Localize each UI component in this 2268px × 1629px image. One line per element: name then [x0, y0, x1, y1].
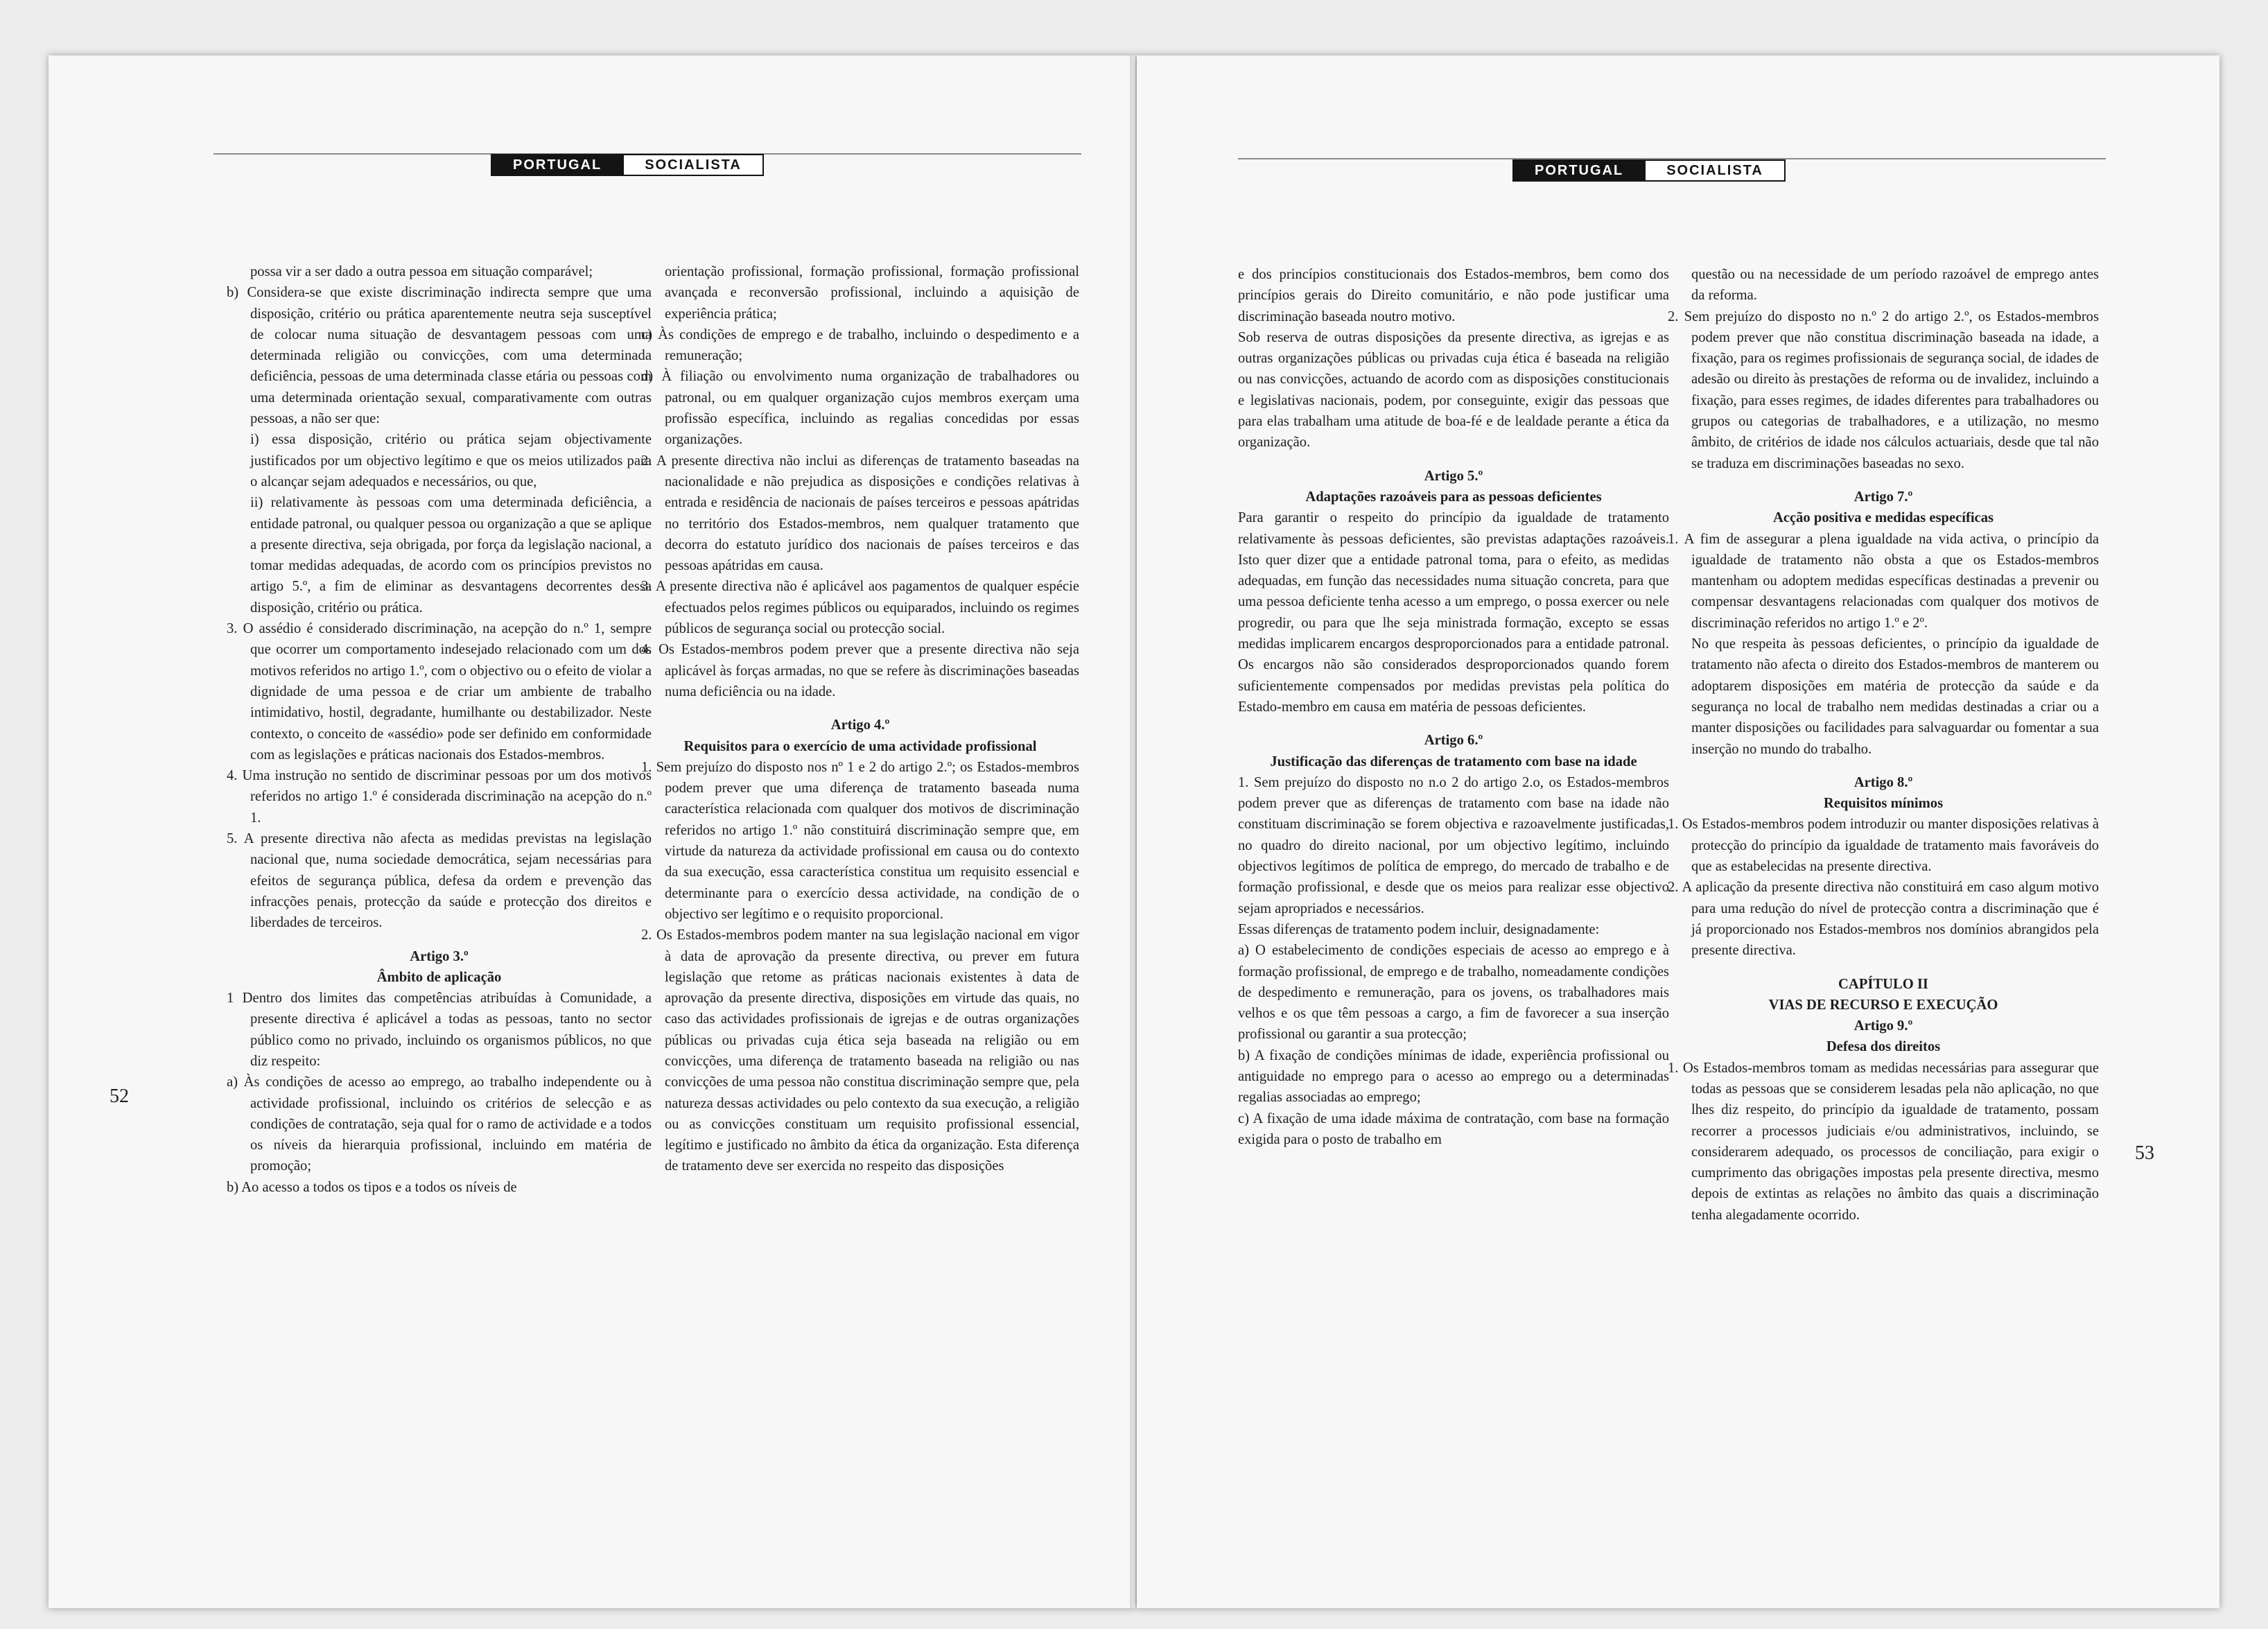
paragraph: Essas diferenças de tratamento podem incluir, designadamente:	[1238, 921, 1600, 937]
article-title: Defesa dos direitos	[1826, 1039, 1941, 1055]
article-heading: Artigo 9.º	[1853, 1018, 1913, 1034]
paragraph: a) Às condições de acesso ao emprego, ao trabalho independente ou à actividade profissional, incluindo os critérios de selecção e as condições de contratação, seja qual for o ramo de actividade e a todos os níveis da hierarquia profissional, incluindo em matéria de promoção;	[227, 1074, 652, 1174]
paragraph: c) Às condições de emprego e de trabalho, incluindo o despedimento e a remuneração;	[641, 326, 1079, 364]
masthead-socialista: SOCIALISTA	[624, 154, 764, 176]
right-column-2	[1668, 264, 2099, 1226]
paragraph: 5. A presente directiva não afecta as medidas previstas na legislação nacional que, numa sociedade democrática, sejam necessárias para efeitos de segurança pública, defesa da ordem e prevenção das infracções penais, protecção da saúde e protecção dos direitos e liberdades de terceiros.	[227, 831, 652, 931]
masthead-portugal: PORTUGAL	[491, 154, 624, 176]
masthead	[491, 154, 764, 176]
masthead-portugal: PORTUGAL	[1512, 159, 1646, 182]
masthead	[1512, 159, 1786, 182]
paragraph: 1. Sem prejuízo do disposto no n.o 2 do artigo 2.o, os Estados-membros podem prever que as diferenças de tratamento com base na idade não constituam discriminação se forem objectiva e razoavelmente justificadas, no quadro do direito nacional, por um objectivo legítimo, incluindo objectivos legítimos de política de emprego, do mercado de trabalho e de formação profissional, e desde que os meios para realizar esse objectivo sejam apropriados e necessários.	[1238, 774, 1669, 916]
paragraph: Sob reserva de outras disposições da presente directiva, as igrejas e as outras organizações públicas ou privadas cuja ética é baseada na religião ou nas convicções, actuando de acordo com as disposições constitucionais e legislativas nacionais, podem, por conseguinte, exigir das pessoas que para elas trabalham uma atitude de boa-fé e de lealdade perante a ética da organização.	[1238, 329, 1669, 451]
article-heading: Artigo 8.º	[1853, 774, 1913, 790]
paragraph: 4. Os Estados-membros podem prever que a presente directiva não seja aplicável às forças armadas, no que se refere às discriminações baseadas numa deficiência ou na idade.	[641, 642, 1079, 699]
left-column-2	[641, 261, 1079, 1177]
paragraph: 1. Sem prejuízo do disposto nos nº 1 e 2 do artigo 2.º; os Estados-membros podem prever que uma diferença de tratamento baseada numa característica relacionada com qualquer dos motivos de discriminação referidos no artigo 1.º não constituirá discriminação sempre que, em virtude da natureza da actividade profissional em causa ou do contexto da sua execução, essa característica constitua um requisito essencial e determinante para o exercício dessa actividade, na condição de o objectivo ser legítimo e o requisito proporcional.	[641, 759, 1079, 922]
paragraph: b) A fixação de condições mínimas de idade, experiência profissional ou antiguidade no emprego para o acesso ao emprego ou a determinadas regalias associadas ao emprego;	[1238, 1047, 1669, 1106]
paragraph: d) À filiação ou envolvimento numa organização de trabalhadores ou patronal, ou em qualquer organização cujos membros exerçam uma profissão específica, incluindo as regalias concedidas por essas organizações.	[641, 369, 1079, 448]
paragraph: 3. A presente directiva não é aplicável aos pagamentos de qualquer espécie efectuados pelos regimes públicos ou equiparados, incluindo os regimes públicos de segurança social ou protecção social.	[641, 579, 1079, 637]
paragraph: i) essa disposição, critério ou prática sejam objectivamente justificados por um objectivo legítimo e que os meios utilizados para o alcançar sejam adequados e necessários, ou que,	[250, 432, 652, 489]
paragraph: e dos princípios constitucionais dos Estados-membros, bem como dos princípios gerais do Direito comunitário, e não pode justificar uma discriminação baseada noutro motivo.	[1238, 267, 1669, 324]
paragraph: orientação profissional, formação profissional, formação profissional avançada e reconversão profissional, incluindo a aquisição de experiência prática;	[665, 264, 1079, 322]
paragraph: Para garantir o respeito do princípio da igualdade de tratamento relativamente às pessoas deficientes, são previstas adaptações razoáveis. Isto quer dizer que a entidade patronal toma, para o efeito, as medidas adequadas, em função das necessidades numa situação concreta, para que uma pessoa deficiente tenha acesso a um emprego, o possa exercer ou nele progredir, ou para que lhe seja ministrada formação, excepto se essas medidas implicarem encargos desproporcionados para a entidade patronal. Os encargos não são considerados desproporcionados quando forem suficientemente compensados por medidas previstas pela política do Estado-membro em causa em matéria de pessoas deficientes.	[1238, 510, 1669, 715]
paragraph: 3. O assédio é considerado discriminação, na acepção do n.º 1, sempre que ocorrer um comportamento indesejado relacionado com um dos motivos referidos no artigo 1.º, com o objectivo ou o efeito de violar a dignidade de uma pessoa e de criar um ambiente de trabalho intimidativo, hostil, degradante, humilhante ou destabilizador. Neste contexto, o conceito de «assédio» pode ser definido em conformidade com as legislações e práticas nacionais dos Estados-membros.	[227, 621, 652, 763]
article-heading: Artigo 6.º	[1424, 733, 1483, 749]
paragraph: b) Considera-se que existe discriminação indirecta sempre que uma disposição, critério ou prática aparentemente neutra seja susceptível de colocar numa situação de desvantagem pessoas com uma determinada religião ou convicções, com uma determinada deficiência, pessoas de uma determinada classe etária ou pessoas com uma determinada orientação sexual, comparativamente com outras pessoas, a não ser que:	[227, 285, 652, 427]
right-page	[1137, 55, 2219, 1608]
paragraph: 2. Os Estados-membros podem manter na sua legislação nacional em vigor à data de aprovação da presente directiva, ou prever em futura legislação que retome as práticas nacionais existentes à data de aprovação da presente directiva, disposições em virtude das quais, no caso das actividades profissionais de igrejas e de outras organizações públicas ou privadas cuja ética seja baseada na religião ou em convicções, uma diferença de tratamento baseada na religião ou nas convicções de uma pessoa não constitua discriminação sempre que, pela natureza dessas actividades ou pelo contexto da sua execução, a religião ou as convicções constituam um requisito profissional essencial, legítimo e justificado no âmbito da ética da organização. Esta diferença de tratamento deve ser exercida no respeito das disposições	[641, 927, 1079, 1174]
article-heading: Artigo 7.º	[1853, 489, 1913, 505]
paragraph: 1. Os Estados-membros podem introduzir ou manter disposições relativas à protecção do princípio da igualdade de tratamento mais favoráveis do que as estabelecidas na presente directiva.	[1668, 817, 2099, 875]
article-title: Âmbito de aplicação	[376, 969, 502, 985]
paragraph: ii) relativamente às pessoas com uma determinada deficiência, a entidade patronal, ou qualquer pessoa ou organização a que se aplique a presente directiva, seja obrigada, por força da legislação nacional, a tomar medidas adequadas, de acordo com os princípios previstos no artigo 5.º, a fim de eliminar as desvantagens decorrentes dessa disposição, critério ou prática.	[250, 495, 652, 616]
paragraph: 4. Uma instrução no sentido de discriminar pessoas por um dos motivos referidos no artigo 1.º é considerada discriminação na acepção do n.º 1.	[227, 768, 652, 826]
article-heading: Artigo 5.º	[1424, 468, 1483, 484]
paragraph: a) O estabelecimento de condições especiais de acesso ao emprego e à formação profissional, de emprego e de trabalho, nomeadamente condições de despedimento e remuneração, para os jovens, os trabalhadores mais velhos e os que têm pessoas a cargo, a fim de favorecer a sua inserção profissional ou garantir a sua protecção;	[1238, 943, 1669, 1043]
paragraph: b) Ao acesso a todos os tipos e a todos os níveis de	[227, 1179, 517, 1195]
paragraph: questão ou na necessidade de um período razoável de emprego antes da reforma.	[1691, 267, 2099, 304]
article-title: Requisitos mínimos	[1823, 796, 1944, 812]
article-title: Requisitos para o exercício de uma actividade profissional	[683, 738, 1037, 754]
paragraph: 2. A aplicação da presente directiva não constituirá em caso algum motivo para uma redução do nível de protecção contra a discriminação que é já proporcionado nos Estados-membros nos domínios abrangidos pela presente directiva.	[1668, 880, 2099, 959]
left-column-1	[227, 261, 652, 1198]
article-heading: Artigo 3.º	[410, 948, 469, 964]
paragraph: 2. A presente directiva não inclui as diferenças de tratamento baseadas na nacionalidade e não prejudica as disposições e condições relativas à entrada e residência de nacionais de países terceiros e pessoas apátridas no território dos Estados-membros, nem qualquer tratamento que decorra do estatuto jurídico dos nacionais de países terceiros e das pessoas apátridas em causa.	[641, 453, 1079, 574]
right-column-1	[1238, 264, 1669, 1150]
left-page	[49, 55, 1135, 1608]
paragraph: No que respeita às pessoas deficientes, o princípio da igualdade de tratamento não afecta o direito dos Estados-membros de manterem ou adoptarem disposições em matéria de protecção da saúde e da segurança no local de trabalho nem medidas destinadas a criar ou a manter disposições ou facilidades para salvaguardar ou fomentar a sua inserção no mundo do trabalho.	[1691, 636, 2099, 757]
page-number: 52	[110, 1086, 129, 1107]
page-number: 53	[2135, 1142, 2154, 1164]
paragraph: 1 Dentro dos limites das competências atribuídas à Comunidade, a presente directiva é aplicável a todas as pessoas, tanto no sector público como no privado, incluindo os organismos públicos, no que diz respeito:	[227, 991, 652, 1069]
chapter-title: VIAS DE RECURSO E EXECUÇÃO	[1768, 997, 1998, 1013]
article-title: Justificação das diferenças de tratamento com base na idade	[1270, 753, 1637, 769]
paragraph: c) A fixação de uma idade máxima de contratação, com base na formação exigida para o posto de trabalho em	[1238, 1110, 1669, 1147]
paragraph: 1. Os Estados-membros tomam as medidas necessárias para assegurar que todas as pessoas que se considerem lesadas pela não aplicação, no que lhes diz respeito, do princípio da igualdade de tratamento, possam recorrer a processos judiciais e/ou administrativos, incluindo, se considerarem adequado, os processos de conciliação, para exigir o cumprimento das obrigações impostas pela presente directiva, mesmo depois de extintas as relações no âmbito das quais a discriminação tenha alegadamente ocorrido.	[1668, 1060, 2099, 1223]
article-heading: Artigo 4.º	[830, 717, 890, 733]
chapter-heading: CAPÍTULO II	[1838, 976, 1928, 992]
paragraph: 2. Sem prejuízo do disposto no n.º 2 do artigo 2.º, os Estados-membros podem prever que não constitua discriminação baseada na idade, a fixação, para os regimes profissionais de segurança social, de idades de adesão ou direito às prestações de reforma ou de invalidez, incluindo a fixação, para esses regimes, de idades diferentes para trabalhadores ou grupos ou categorias de trabalhadores, e a utilização, no mesmo âmbito, de critérios de idade nos cálculos actuariais, desde que tal não se traduza em discriminações baseadas no sexo.	[1668, 308, 2099, 471]
article-title: Acção positiva e medidas específicas	[1772, 510, 1994, 526]
masthead-socialista: SOCIALISTA	[1646, 159, 1786, 182]
paragraph: 1. A fim de assegurar a plena igualdade na vida activa, o princípio da igualdade de tratamento não obsta a que os Estados-membros mantenham ou adoptem medidas específicas destinadas a prevenir ou compensar desvantagens relacionadas com qualquer dos motivos de discriminação referidos no artigo 1.º e 2º.	[1668, 531, 2099, 631]
article-title: Adaptações razoáveis para as pessoas deficientes	[1305, 489, 1602, 505]
paragraph: possa vir a ser dado a outra pessoa em situação comparável;	[250, 264, 593, 279]
